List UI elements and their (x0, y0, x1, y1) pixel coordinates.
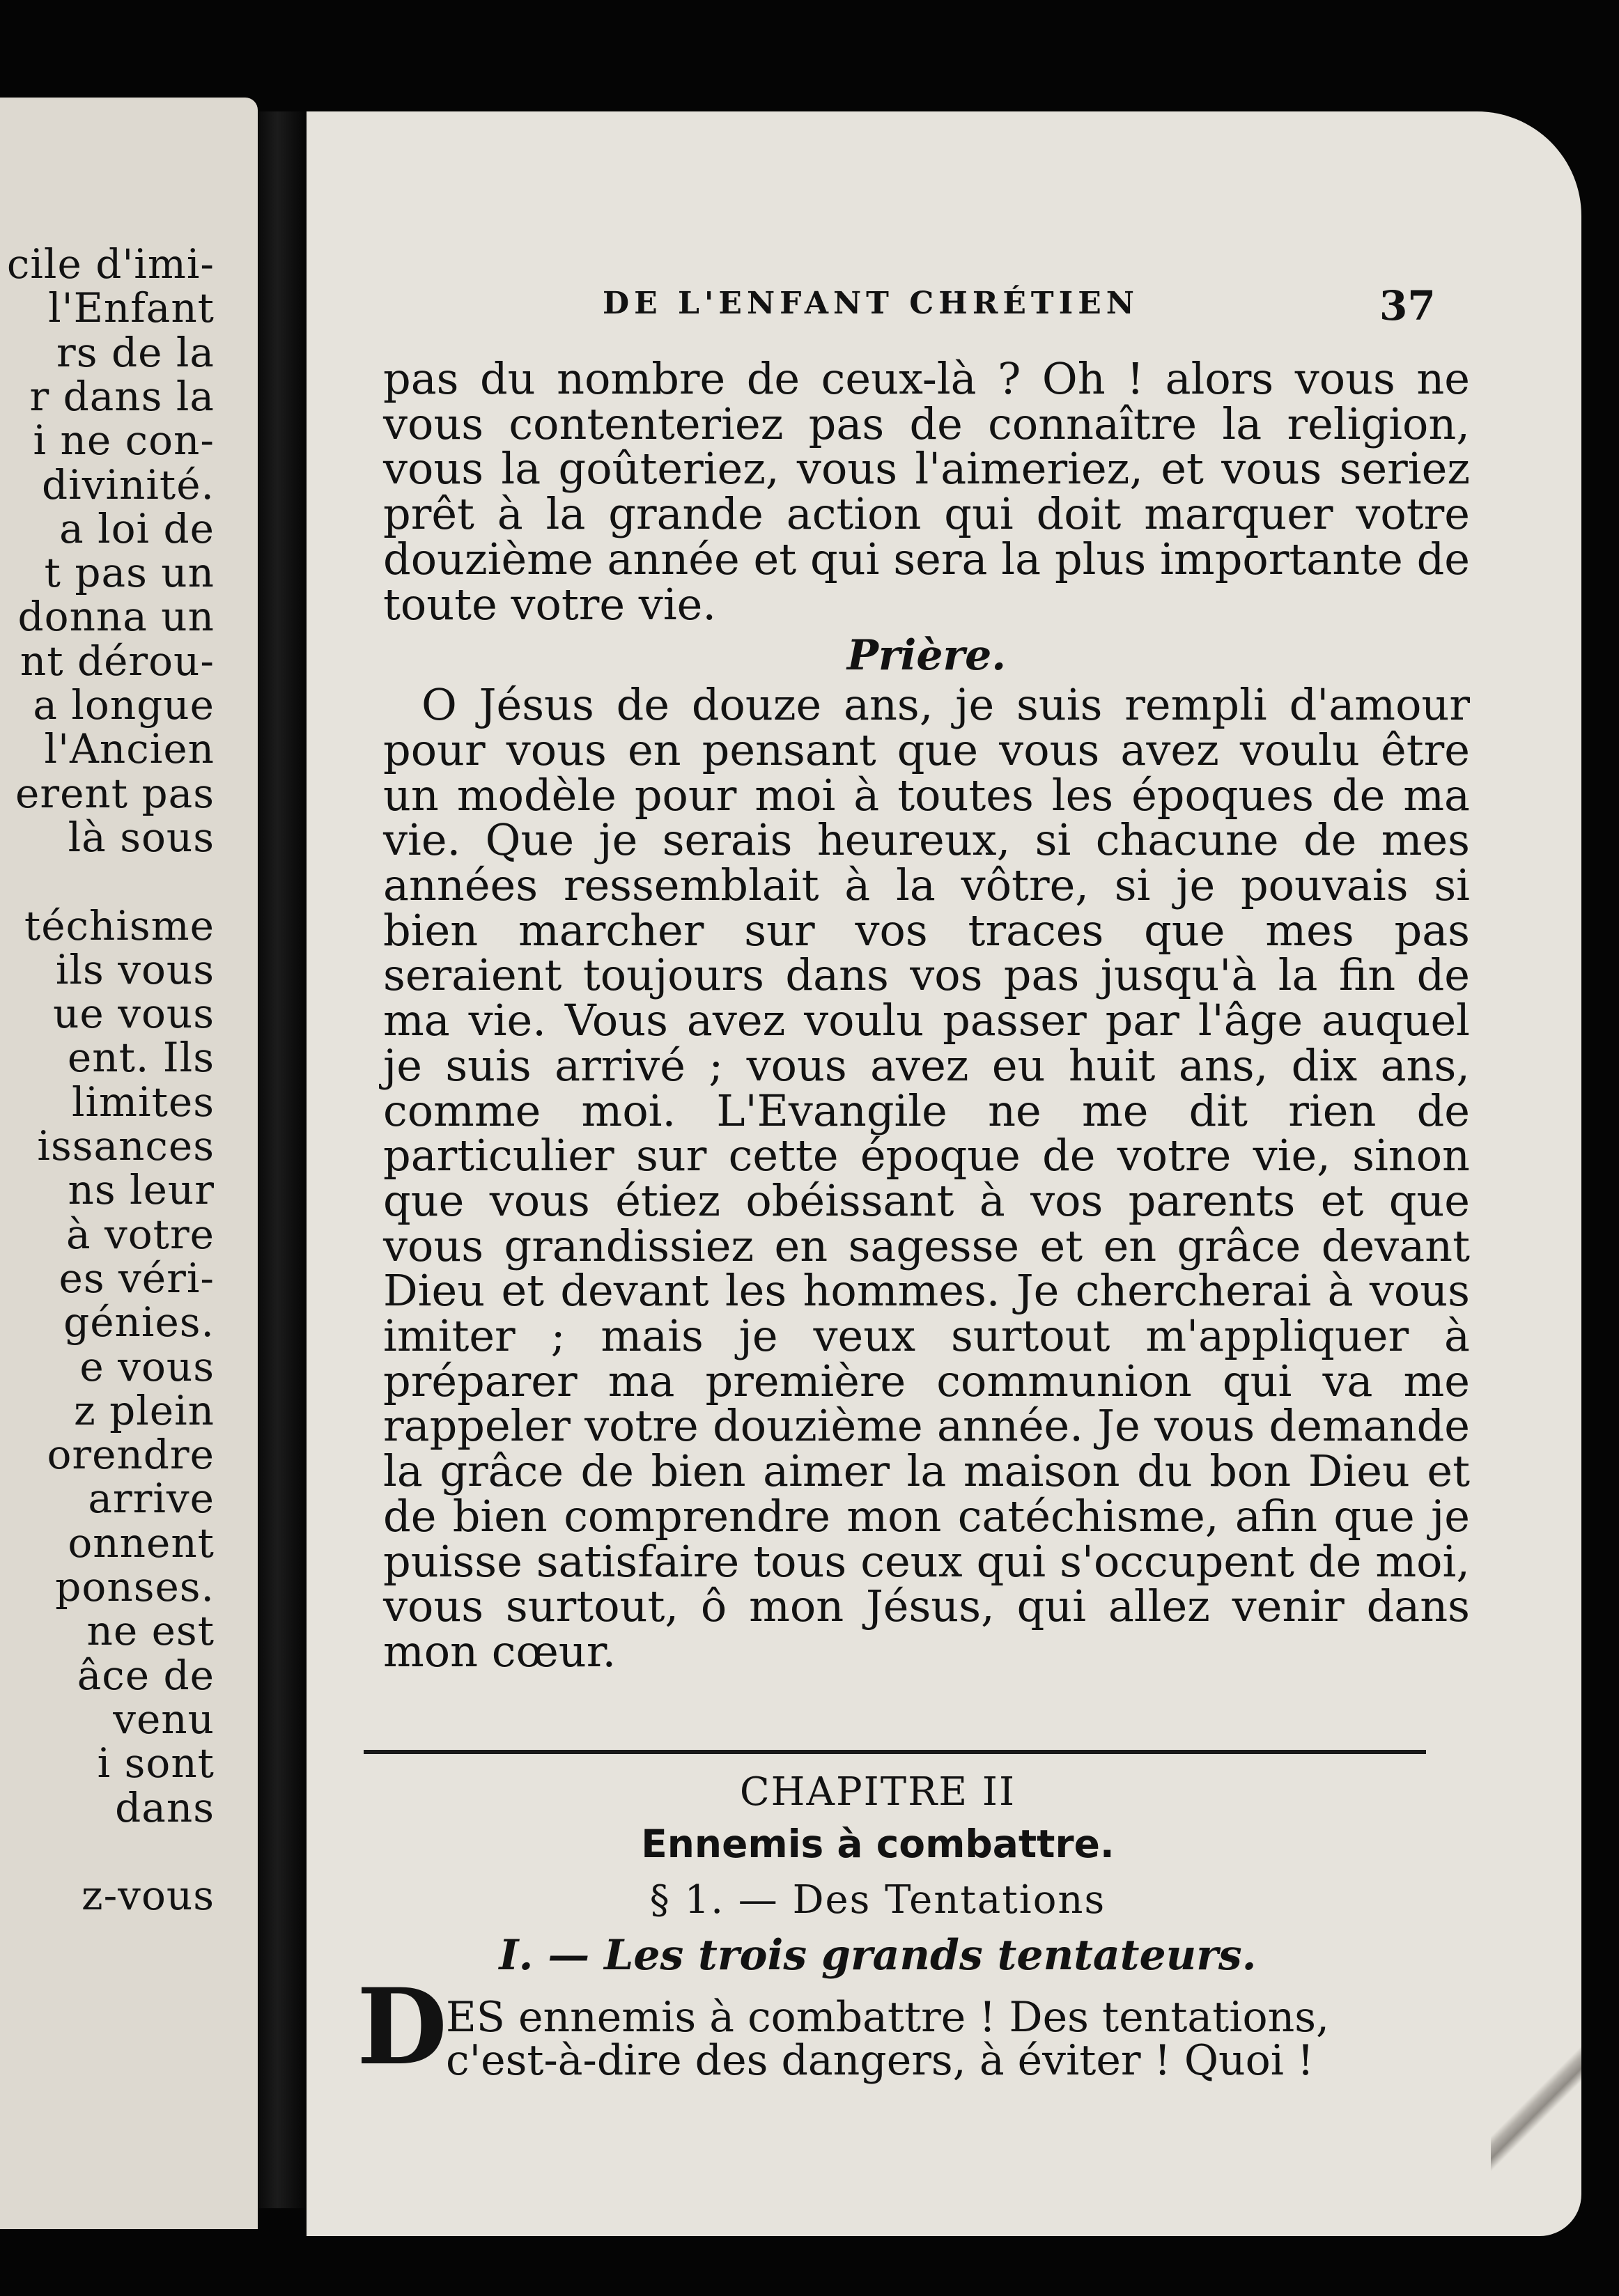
left-page-line: limites (71, 1078, 215, 1126)
left-page-line: t pas un (44, 549, 215, 597)
running-head: DE L'ENFANT CHRÉTIEN (602, 286, 1140, 321)
left-page-line: génies. (63, 1298, 215, 1347)
left-page-line: l'Enfant (48, 284, 215, 332)
left-page-line: venu (113, 1695, 215, 1743)
left-page-line: r dans la (29, 372, 215, 420)
left-page-line: ns leur (68, 1166, 215, 1214)
left-page-line: divinité. (42, 460, 215, 509)
left-page-line: téchisme (24, 901, 215, 949)
left-page-line: l'Ancien (44, 725, 215, 773)
left-page-line: a loi de (59, 504, 215, 552)
left-page-line: arrive (88, 1475, 215, 1523)
left-page-line: âce de (77, 1651, 215, 1699)
section-heading: § 1. — Des Tentations (649, 1877, 1106, 1923)
prayer-heading: Prière. (846, 631, 1007, 681)
left-page-line: ent. Ils (67, 1034, 215, 1082)
opening-paragraph (446, 1993, 1421, 2085)
opening-line: c'est-à-dire des dangers, à éviter ! Quoi ! (446, 2036, 1315, 2085)
chapter-divider-rule (364, 1750, 1426, 1754)
left-page-line: issances (37, 1122, 215, 1170)
chapter-label: CHAPITRE II (739, 1769, 1016, 1815)
left-page-line: cile d'imi- (6, 240, 215, 288)
left-page-line: ue vous (53, 990, 215, 1038)
left-page-line: à votre (65, 1210, 215, 1258)
subsection-heading: I. — Les trois grands tentateurs. (499, 1931, 1257, 1980)
left-page-line: i ne con- (33, 417, 215, 465)
chapter-title: Ennemis à combattre. (641, 1822, 1115, 1866)
left-page-line: nt dérou- (20, 637, 215, 685)
left-page-line: ne est (86, 1607, 215, 1655)
prayer-paragraph: O Jésus de douze ans, je suis rempli d'amour pour vous en pensant que vous avez voulu être un modèle pour moi à toutes les époques de ma vie. Que je serais heureux, si chacune de mes années ressemblait à la vôtre, si je pouvais si bien marcher sur vos traces que mes pas seraient toujours dans vos pas jusqu'à la fin de ma vie. Vous avez voulu passer par l'âge auquel je suis arrivé ; vous avez eu huit ans, dix ans, comme moi. L'Evangile ne me dit rien de particulier sur cette époque de votre vie, sinon que vous étiez obéissant à vos parents et que vous grandissiez en sagesse et en grâce devant Dieu et devant les hommes. Je chercherai à vous imiter ; mais je veux surtout m'appliquer à préparer ma première communion qui va me rappeler votre douzième année. Je vous demande la grâce de bien aimer la maison du bon Dieu et de bien comprendre mon catéchisme, afin que je puisse satisfaire tous ceux qui s'occupent de moi, vous surtout, ô mon Jésus, qui allez venir dans mon cœur. (383, 679, 1470, 1677)
left-page-line: z plein (74, 1386, 215, 1434)
left-page-line: rs de la (56, 328, 215, 376)
left-page-line: onnent (68, 1519, 215, 1567)
left-page-line: a longue (33, 681, 215, 729)
book-page (307, 111, 1581, 2236)
left-page-line: i sont (97, 1739, 215, 1787)
previous-page-fragment (0, 98, 258, 2229)
left-page-line: là sous (68, 813, 215, 861)
book-gutter (258, 111, 307, 2208)
left-page-line: e vous (79, 1342, 215, 1390)
left-page-line: ponses. (55, 1563, 215, 1611)
page-crease (1491, 1992, 1581, 2215)
paragraph-continuation: pas du nombre de ceux-là ? Oh ! alors vous ne vous contenteriez pas de connaître la religion, vous la goûteriez, vous l'aimeriez, et vous seriez prêt à la grande action qui doit marquer votre douzième année et qui sera la plus importante de toute votre vie. (383, 353, 1470, 630)
left-page-line: erent pas (15, 769, 215, 817)
page-number: 37 (1379, 282, 1436, 329)
left-page-line: donna un (17, 593, 215, 641)
left-page-line: ils vous (55, 945, 215, 993)
left-page-line: es véri- (59, 1254, 215, 1302)
left-page-line: z-vous (82, 1872, 215, 1920)
body-text (383, 353, 1470, 1677)
drop-cap: D (357, 1966, 448, 2088)
left-page-line: dans (115, 1783, 215, 1831)
left-page-line: orendre (47, 1431, 215, 1479)
opening-line: ES ennemis à combattre ! Des tentations, (446, 1993, 1330, 2042)
